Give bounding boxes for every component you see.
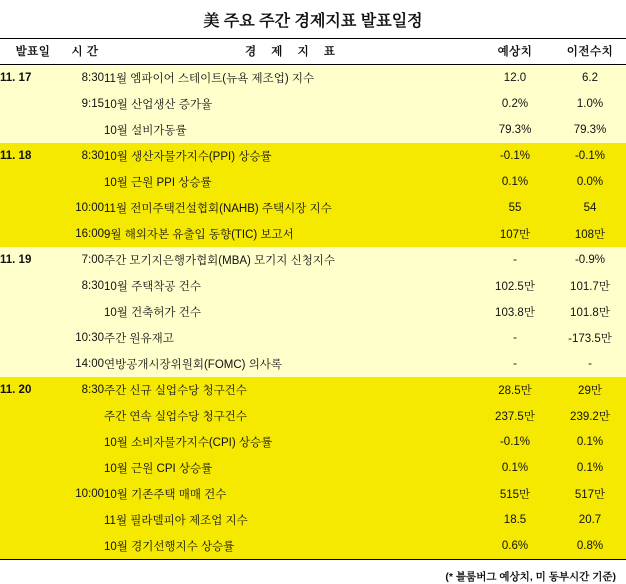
table-row xyxy=(0,299,626,325)
cell-indicator: 10월 기존주택 매매 건수 xyxy=(104,481,476,507)
cell-indicator: 9월 해외자본 유출입 동향(TIC) 보고서 xyxy=(104,221,476,247)
cell-previous: 101.8만 xyxy=(554,299,626,325)
cell-previous: 1.0% xyxy=(554,91,626,117)
cell-estimate: 12.0 xyxy=(476,65,554,92)
cell-indicator: 10월 근원 CPI 상승률 xyxy=(104,455,476,481)
cell-date: 11. 19 xyxy=(0,247,66,273)
table-row xyxy=(0,273,626,299)
cell-previous: 29만 xyxy=(554,377,626,403)
cell-previous: 54 xyxy=(554,195,626,221)
cell-previous: 239.2만 xyxy=(554,403,626,429)
cell-indicator: 10월 생산자물가지수(PPI) 상승률 xyxy=(104,143,476,169)
cell-estimate: - xyxy=(476,351,554,377)
cell-indicator: 10월 경기선행지수 상승률 xyxy=(104,533,476,559)
cell-estimate: - xyxy=(476,247,554,273)
cell-indicator: 10월 산업생산 증가율 xyxy=(104,91,476,117)
cell-estimate: 102.5만 xyxy=(476,273,554,299)
table-row xyxy=(0,429,626,455)
cell-previous: 0.1% xyxy=(554,455,626,481)
cell-previous: 0.1% xyxy=(554,429,626,455)
table-row xyxy=(0,65,626,92)
cell-date xyxy=(0,91,66,117)
cell-previous: -0.9% xyxy=(554,247,626,273)
cell-previous: -173.5만 xyxy=(554,325,626,351)
cell-indicator: 11월 전미주택건설협회(NAHB) 주택시장 지수 xyxy=(104,195,476,221)
cell-date xyxy=(0,351,66,377)
table-row xyxy=(0,377,626,403)
cell-estimate: -0.1% xyxy=(476,143,554,169)
cell-estimate: 515만 xyxy=(476,481,554,507)
cell-date: 11. 17 xyxy=(0,65,66,92)
cell-time: 8:30 xyxy=(66,65,104,92)
cell-time xyxy=(66,299,104,325)
cell-time xyxy=(66,455,104,481)
column-header-date: 발표일 xyxy=(0,39,66,65)
cell-time: 8:30 xyxy=(66,143,104,169)
column-header-time: 시 간 xyxy=(66,39,104,65)
table-row xyxy=(0,247,626,273)
table-row xyxy=(0,351,626,377)
table-header-row xyxy=(0,39,626,65)
cell-estimate: 107만 xyxy=(476,221,554,247)
column-header-previous: 이전수치 xyxy=(554,39,626,65)
page-title: 美 주요 주간 경제지표 발표일정 xyxy=(203,13,423,30)
column-header-indicator: 경 제 지 표 xyxy=(104,39,476,65)
cell-time: 10:30 xyxy=(66,325,104,351)
cell-previous: 0.0% xyxy=(554,169,626,195)
cell-estimate: 28.5만 xyxy=(476,377,554,403)
cell-estimate: 0.2% xyxy=(476,91,554,117)
cell-time xyxy=(66,169,104,195)
cell-previous: 108만 xyxy=(554,221,626,247)
cell-estimate: 103.8만 xyxy=(476,299,554,325)
cell-indicator: 10월 건축허가 건수 xyxy=(104,299,476,325)
cell-estimate: 0.1% xyxy=(476,455,554,481)
cell-estimate: 237.5만 xyxy=(476,403,554,429)
cell-date xyxy=(0,325,66,351)
cell-indicator: 10월 근원 PPI 상승률 xyxy=(104,169,476,195)
cell-time: 16:00 xyxy=(66,221,104,247)
cell-indicator: 10월 설비가동률 xyxy=(104,117,476,143)
cell-date xyxy=(0,117,66,143)
cell-estimate: 55 xyxy=(476,195,554,221)
cell-time xyxy=(66,403,104,429)
table-row xyxy=(0,481,626,507)
cell-time: 10:00 xyxy=(66,481,104,507)
cell-previous: 101.7만 xyxy=(554,273,626,299)
cell-date: 11. 20 xyxy=(0,377,66,403)
cell-indicator: 주간 모기지은행가협회(MBA) 모기지 신청지수 xyxy=(104,247,476,273)
cell-estimate: -0.1% xyxy=(476,429,554,455)
cell-date xyxy=(0,429,66,455)
table-row xyxy=(0,117,626,143)
cell-indicator: 10월 주택착공 건수 xyxy=(104,273,476,299)
cell-time: 8:30 xyxy=(66,273,104,299)
cell-previous: -0.1% xyxy=(554,143,626,169)
cell-date xyxy=(0,273,66,299)
table-row xyxy=(0,143,626,169)
cell-indicator: 주간 신규 실업수당 청구건수 xyxy=(104,377,476,403)
table-row xyxy=(0,507,626,533)
table-header xyxy=(0,39,626,65)
cell-time xyxy=(66,507,104,533)
cell-estimate: - xyxy=(476,325,554,351)
cell-estimate: 18.5 xyxy=(476,507,554,533)
cell-time: 7:00 xyxy=(66,247,104,273)
cell-indicator: 연방공개시장위원회(FOMC) 의사록 xyxy=(104,351,476,377)
cell-time: 9:15 xyxy=(66,91,104,117)
cell-time xyxy=(66,117,104,143)
footnote: (* 블룸버그 예상치, 미 동부시간 기준) xyxy=(445,571,616,583)
cell-indicator: 11월 필라델피아 제조업 지수 xyxy=(104,507,476,533)
table-body xyxy=(0,65,626,560)
cell-date xyxy=(0,455,66,481)
table-row xyxy=(0,91,626,117)
cell-time xyxy=(66,429,104,455)
table-row xyxy=(0,325,626,351)
table-row xyxy=(0,195,626,221)
cell-previous: 79.3% xyxy=(554,117,626,143)
cell-indicator: 10월 소비자물가지수(CPI) 상승률 xyxy=(104,429,476,455)
cell-time: 14:00 xyxy=(66,351,104,377)
cell-date xyxy=(0,221,66,247)
cell-indicator: 주간 연속 실업수당 청구건수 xyxy=(104,403,476,429)
table-row xyxy=(0,169,626,195)
cell-date: 11. 18 xyxy=(0,143,66,169)
cell-indicator: 주간 원유재고 xyxy=(104,325,476,351)
cell-previous: 517만 xyxy=(554,481,626,507)
cell-previous: 20.7 xyxy=(554,507,626,533)
cell-date xyxy=(0,299,66,325)
cell-estimate: 0.6% xyxy=(476,533,554,559)
cell-indicator: 11월 엠파이어 스테이트(뉴욕 제조업) 지수 xyxy=(104,65,476,92)
cell-previous: 0.8% xyxy=(554,533,626,559)
cell-previous: - xyxy=(554,351,626,377)
table-row xyxy=(0,221,626,247)
cell-date xyxy=(0,481,66,507)
cell-time: 10:00 xyxy=(66,195,104,221)
table-row xyxy=(0,403,626,429)
cell-date xyxy=(0,169,66,195)
cell-date xyxy=(0,195,66,221)
cell-previous: 6.2 xyxy=(554,65,626,92)
cell-date xyxy=(0,403,66,429)
cell-estimate: 0.1% xyxy=(476,169,554,195)
column-header-estimate: 예상치 xyxy=(476,39,554,65)
cell-time: 8:30 xyxy=(66,377,104,403)
cell-estimate: 79.3% xyxy=(476,117,554,143)
table-row xyxy=(0,455,626,481)
economic-calendar-table xyxy=(0,38,626,559)
cell-date xyxy=(0,507,66,533)
